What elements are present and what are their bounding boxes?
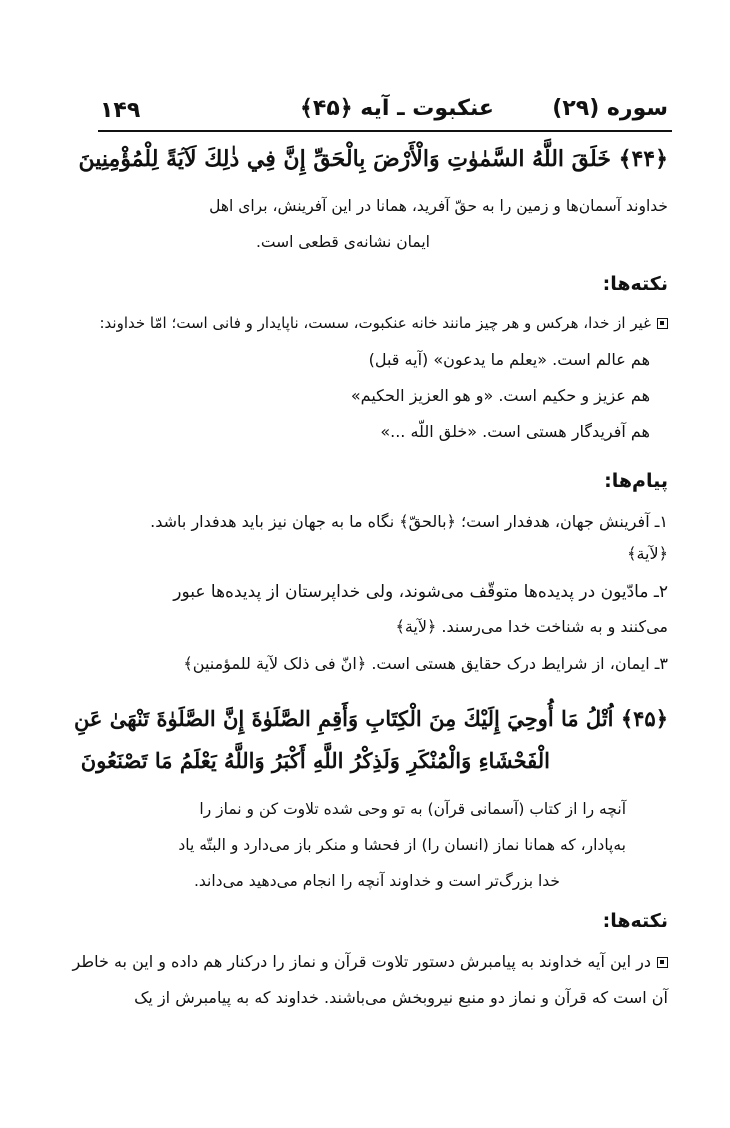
- notes-line-text: در این آیه خداوند به پیامبرش دستور تلاوت قرآن و نماز را درکنار هم داده و این به خاطر: [72, 952, 651, 971]
- message-line: ۲ـ مادّیون در پدیده‌ها متوقّف می‌شوند، ولی خداپرستان از پدیده‌ها عبور: [173, 582, 668, 602]
- notes-line: هم آفریدگار هستی است. «خلق اللّه ...»: [380, 422, 650, 441]
- header-chapter-verse: عنکبوت ـ آیه ﴿۴۵﴾: [300, 96, 494, 121]
- verse-44-translation-line: خداوند آسمان‌ها و زمین را به حقّ آفرید، همانا در این آفرینش، برای اهل: [209, 197, 668, 215]
- verse-45-translation-line: آنچه را از کتاب (آسمانی قرآن) به تو وحی شده تلاوت کن و نماز را: [199, 800, 626, 818]
- verse-45-translation-line: خدا بزرگ‌تر است و خداوند آنچه را انجام می‌دهید می‌داند.: [193, 872, 560, 890]
- messages-heading: پیام‌ها:: [604, 470, 668, 492]
- square-bullet-icon: [657, 957, 668, 968]
- notes-line: [73, 952, 668, 971]
- notes-line: [100, 314, 669, 332]
- verse-45-arabic-line: ﴿۴۵﴾ اُتْلُ مَا أُوحِيَ إِلَيْكَ مِنَ الْكِتَابِ وَأَقِمِ الصَّلَوٰةَ إِنَّ الصَّلَوٰةَ تَنْهَىٰ عَنِ: [73, 706, 668, 731]
- header-divider: [98, 130, 672, 132]
- message-line: می‌کنند و به شناخت خدا می‌رسند. ﴿لآیة﴾: [395, 617, 668, 636]
- notes-heading: نکته‌ها:: [602, 910, 668, 932]
- verse-44-translation-line: ایمان نشانه‌ی قطعی است.: [255, 233, 430, 251]
- message-line: ﴿لآیة﴾: [627, 544, 668, 563]
- page-number: ۱۴۹: [100, 98, 141, 123]
- verse-45-arabic-line: الْفَحْشَاءِ وَالْمُنْكَرِ وَلَذِكْرُ اللَّهِ أَكْبَرُ وَاللَّهُ يَعْلَمُ مَا تَصْنَعُونَ: [80, 748, 550, 773]
- message-line: ۱ـ آفرینش جهان، هدفدار است؛ ﴿بالحقّ﴾ نگاه ما به جهان نیز باید هدفدار باشد.: [150, 512, 668, 531]
- verse-44-arabic: ﴿۴۴﴾ خَلَقَ اللَّهُ السَّمٰوٰتِ وَالْأَرْضَ بِالْحَقِّ إِنَّ فِي ذٰلِكَ لَآيَةً لِلْمُؤْمِنِينَ: [78, 146, 668, 172]
- notes-line: آن است که قرآن و نماز دو منبع نیروبخش می‌باشند. خداوند که به پیامبرش از یک: [134, 988, 668, 1007]
- notes-line: هم عزیز و حکیم است. «و هو العزیز الحکیم»: [350, 386, 650, 405]
- header-surah: سوره (۲۹): [552, 96, 668, 121]
- verse-45-translation-line: به‌پادار، که همانا نماز (انسان را) از فحشا و منکر باز می‌دارد و البتّه یاد: [178, 836, 626, 854]
- message-line: ۳ـ ایمان، از شرایط درک حقایق هستی است. ﴿انّ فی ذلک لآیة للمؤمنین﴾: [183, 654, 668, 673]
- notes-heading: نکته‌ها:: [602, 273, 668, 295]
- notes-line-text: غیر از خدا، هرکس و هر چیز مانند خانه عنکبوت، سست، ناپایدار و فانی است؛ امّا خداوند:: [99, 314, 651, 332]
- square-bullet-icon: [657, 318, 668, 329]
- notes-line: هم عالم است. «یعلم ما یدعون» (آیه قبل): [368, 350, 650, 369]
